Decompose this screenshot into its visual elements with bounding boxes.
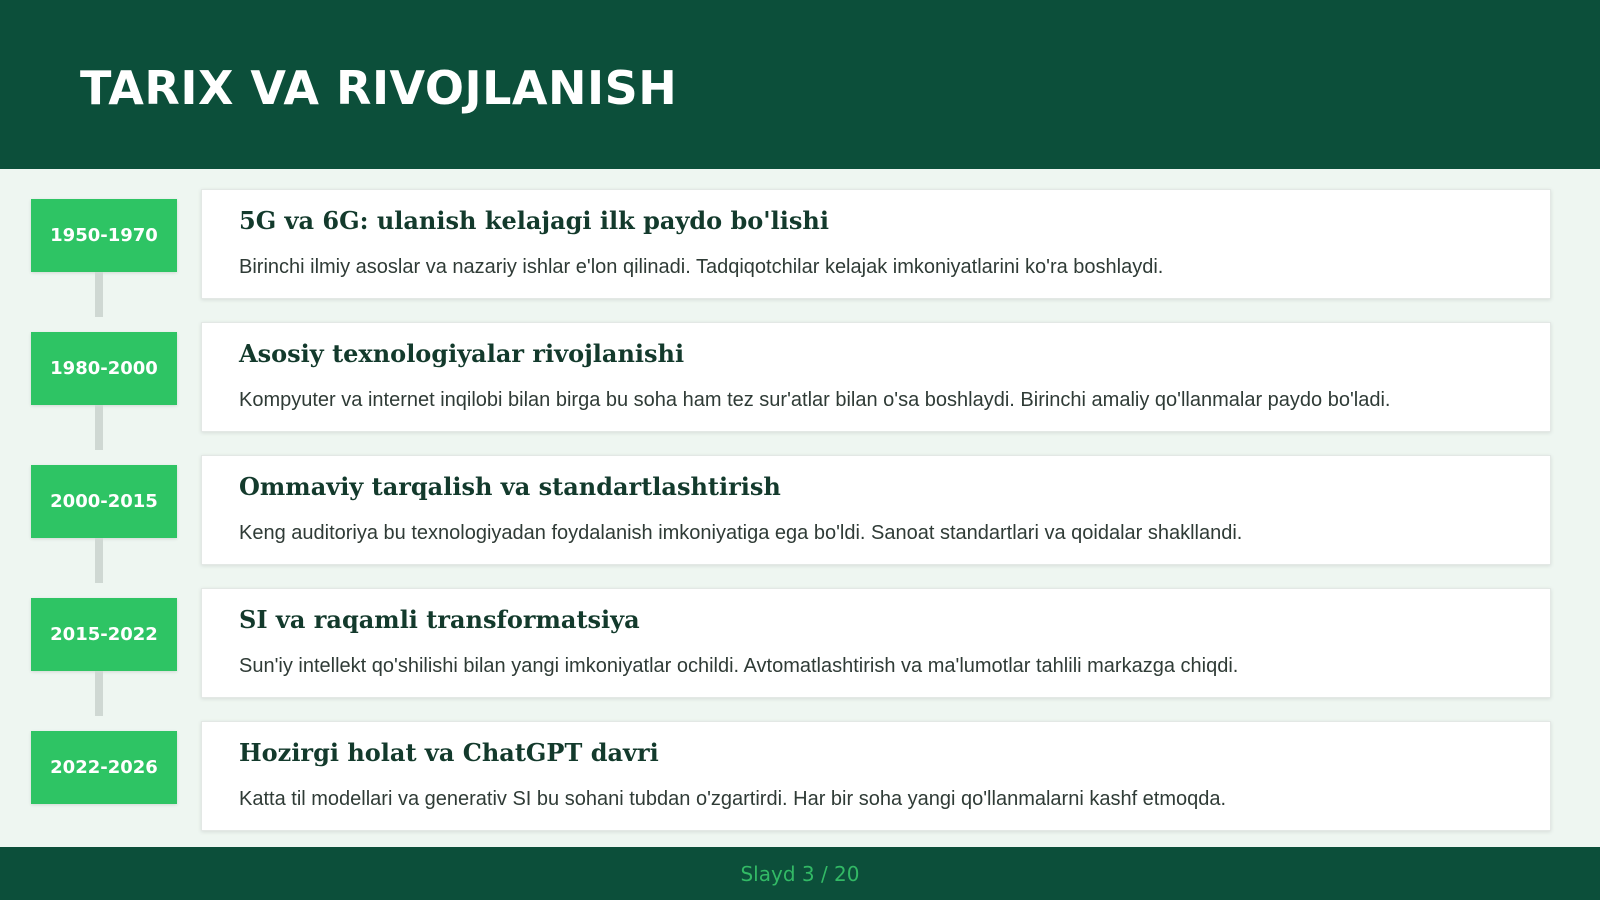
period-badge: 1980-2000 <box>31 332 177 405</box>
card-description: Kompyuter va internet inqilobi bilan birga bu soha ham tez sur'atlar bilan o'sa boshlaydi. Birinchi amaliy qo'llanmalar paydo bo'ladi. <box>239 389 1391 411</box>
card-title: Asosiy texnologiyalar rivojlanishi <box>239 339 685 368</box>
timeline-item <box>0 435 1600 568</box>
card-title: 5G va 6G: ulanish kelajagi ilk paydo bo'lishi <box>239 206 829 235</box>
card-description: Birinchi ilmiy asoslar va nazariy ishlar e'lon qilinadi. Tadqiqotchilar kelajak imkoniyatlarini ko'ra boshlaydi. <box>239 256 1164 278</box>
timeline-item <box>0 568 1600 701</box>
timeline-card <box>201 721 1551 831</box>
period-badge: 2000-2015 <box>31 465 177 538</box>
period-badge: 1950-1970 <box>31 199 177 272</box>
timeline-item <box>0 169 1600 302</box>
card-description: Keng auditoriya bu texnologiyadan foydalanish imkoniyatiga ega bo'ldi. Sanoat standartlari va qoidalar shakllandi. <box>239 522 1243 544</box>
period-badge: 2015-2022 <box>31 598 177 671</box>
timeline-card <box>201 455 1551 565</box>
timeline-card <box>201 322 1551 432</box>
slide-header <box>0 0 1600 169</box>
slide-title: TARIX VA RIVOJLANISH <box>80 61 678 115</box>
slide-counter: Slayd 3 / 20 <box>740 861 860 886</box>
card-title: Hozirgi holat va ChatGPT davri <box>239 738 659 767</box>
period-badge: 2022-2026 <box>31 731 177 804</box>
timeline-card <box>201 588 1551 698</box>
timeline-card <box>201 189 1551 299</box>
timeline-item <box>0 302 1600 435</box>
timeline-item <box>0 701 1600 834</box>
card-description: Sun'iy intellekt qo'shilishi bilan yangi imkoniyatlar ochildi. Avtomatlashtirish va ma'lumotlar tahlili markazga chiqdi. <box>239 655 1239 677</box>
timeline <box>0 169 1600 847</box>
slide-footer <box>0 847 1600 900</box>
card-title: SI va raqamli transformatsiya <box>239 605 640 634</box>
card-description: Katta til modellari va generativ SI bu sohani tubdan o'zgartirdi. Har bir soha yangi qo'llanmalarni kashf etmoqda. <box>239 788 1227 810</box>
card-title: Ommaviy tarqalish va standartlashtirish <box>239 472 781 501</box>
